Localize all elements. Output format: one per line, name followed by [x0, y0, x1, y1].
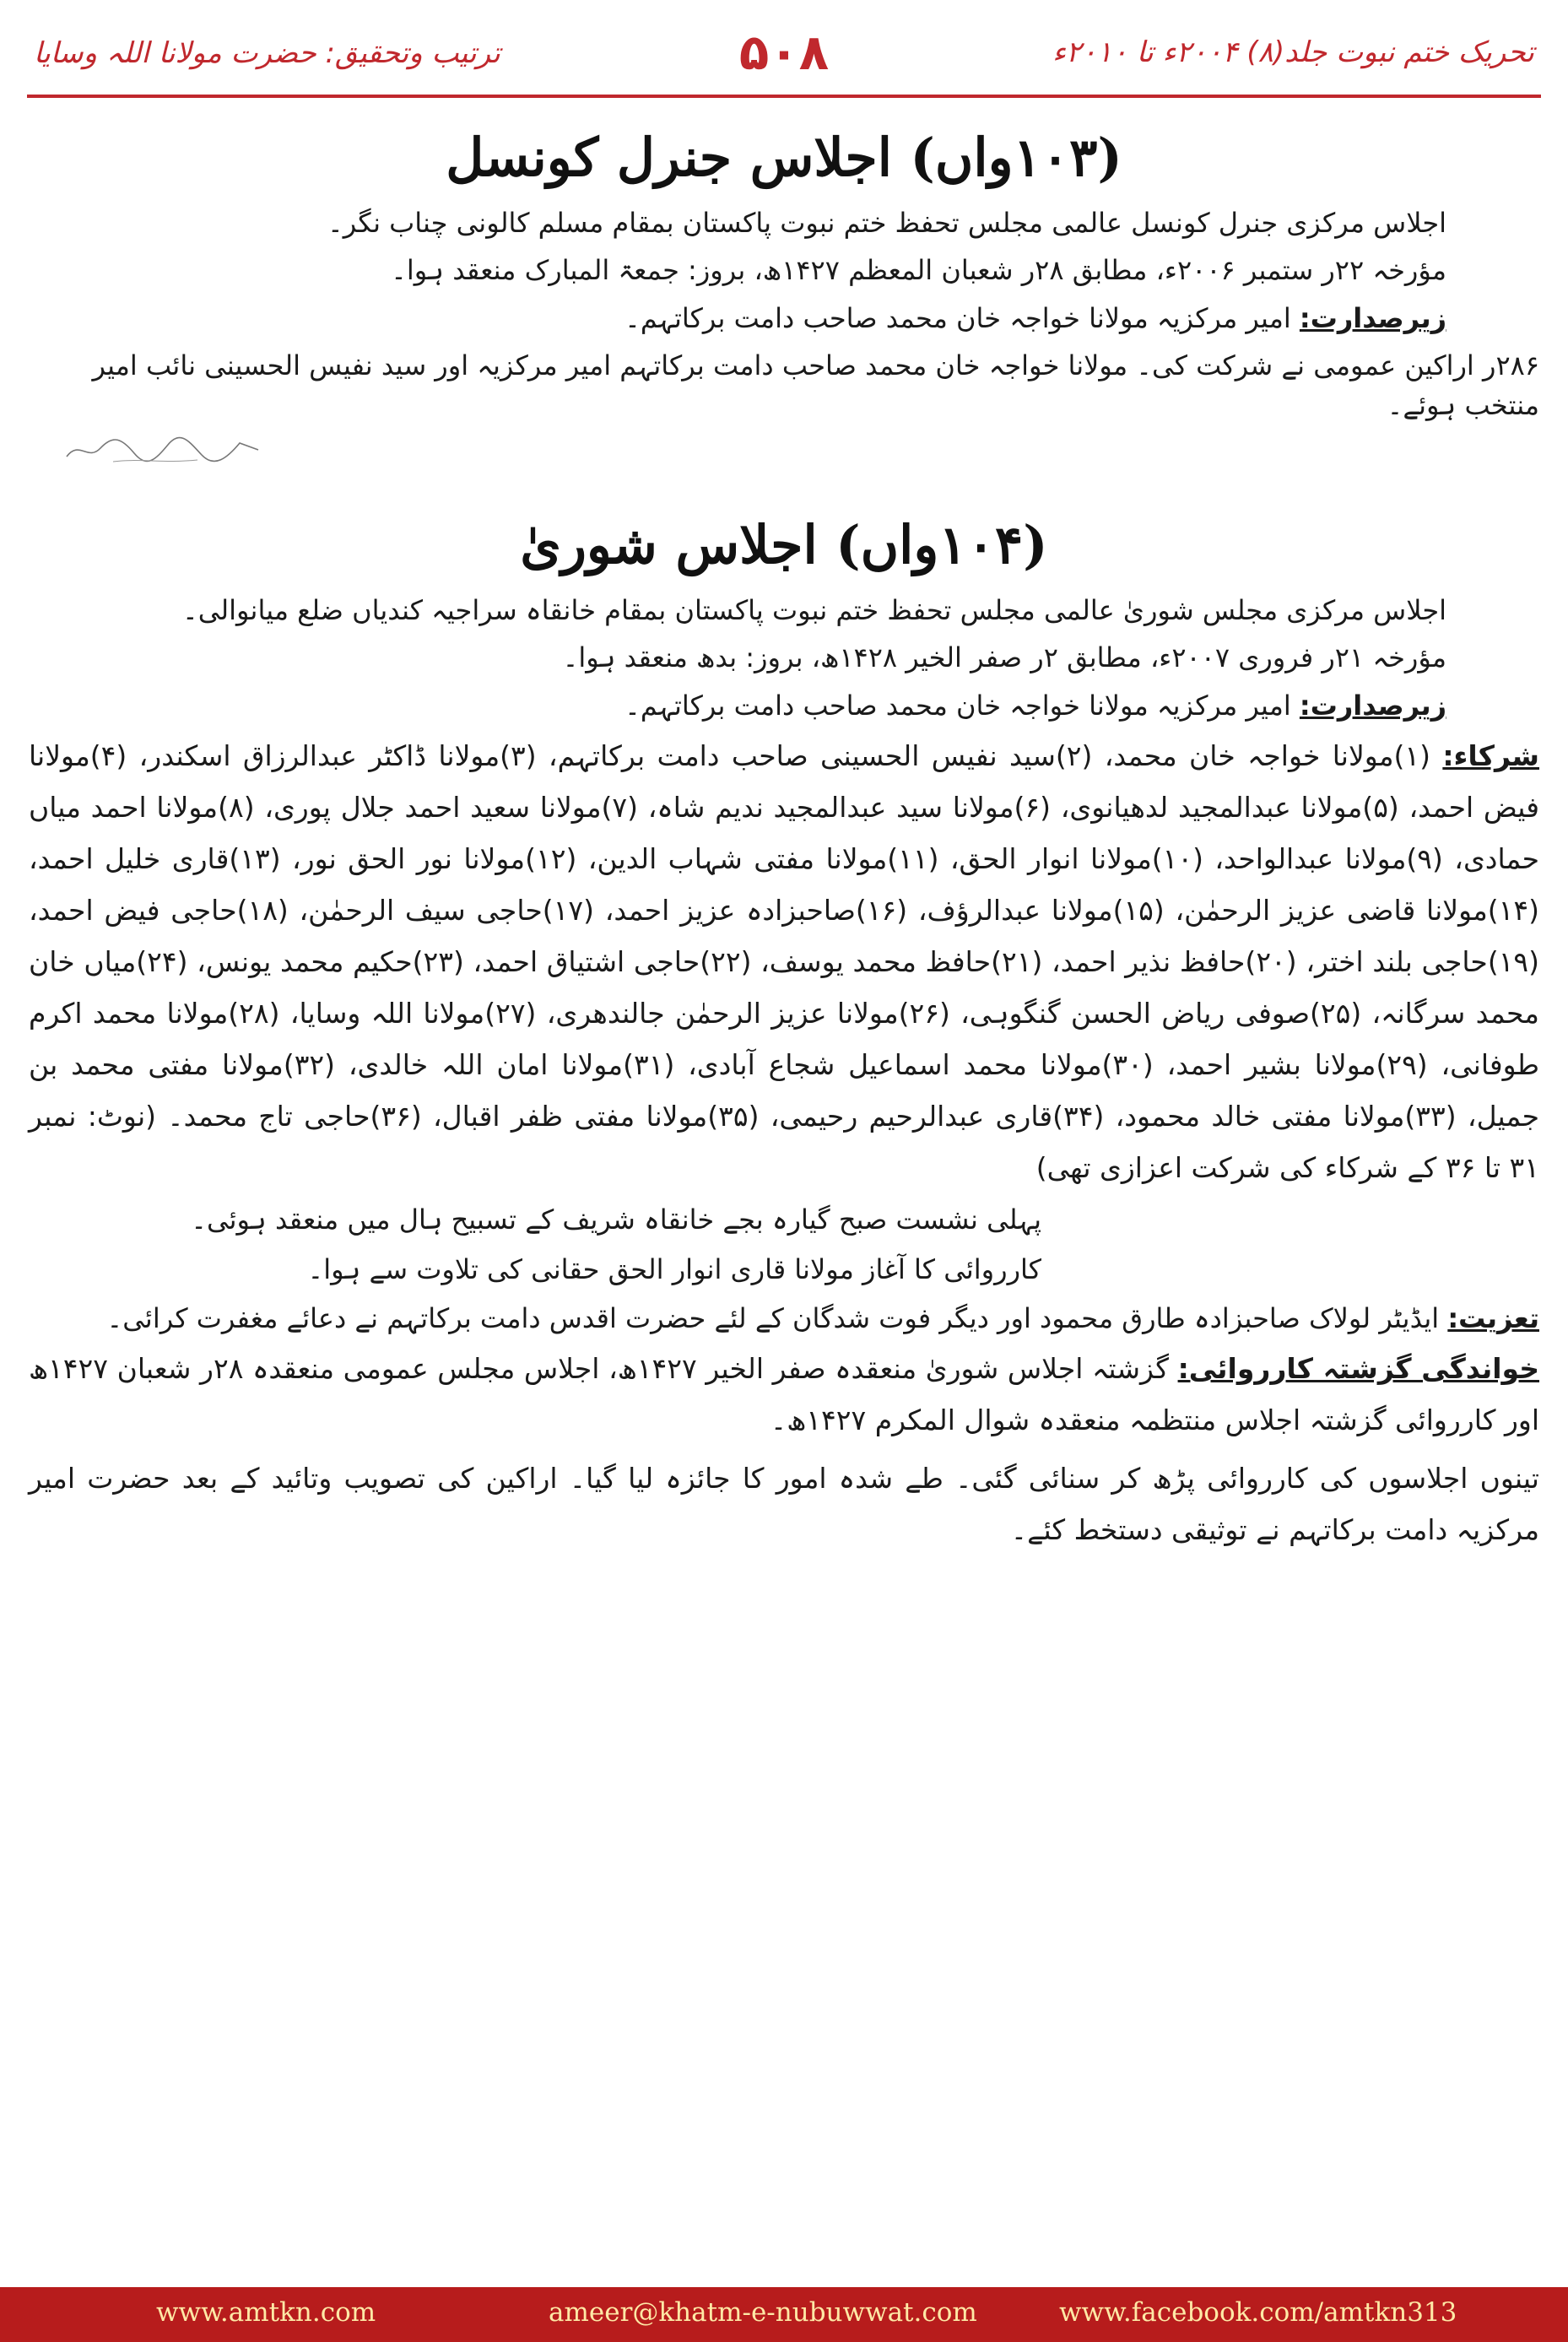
condolence	[29, 1299, 1539, 1338]
header-rule	[27, 95, 1541, 98]
section-title: (۱۰۴واں) اجلاس شوریٰ	[520, 513, 1048, 576]
page-body	[29, 127, 1539, 2237]
participants-label: شرکاء:	[1442, 739, 1539, 773]
handwritten-signature	[62, 433, 1539, 467]
footer-facebook-link[interactable]: www.facebook.com/amtkn313	[1059, 2297, 1457, 2328]
section-shura	[29, 514, 1539, 1555]
page-header	[34, 24, 1534, 91]
participants-text: (۱)مولانا خواجہ خان محمد، (۲)سید نفیس الحسینی صاحب دامت برکاتہم، (۳)مولانا ڈاکٹر عبدالرزاق اسکندر، (۴)مولانا فیض احمد، (۵)مولانا عبدالمجید لدھیانوی، (۶)مولانا سید عبدالمجید ندیم شاہ، (۷)مولانا سعید احمد جلال پوری، (۸)مولانا احمد میاں حمادی، (۹)مولانا عبدالواحد، (۱۰)مولانا انوار الحق، (۱۱)مولانا مفتی شہاب الدین، (۱۲)مولانا نور الحق نور، (۱۳)قاری خلیل احمد، (۱۴)مولانا قاضی عزیز الرحمٰن، (۱۵)مولانا عبدالرؤف، (۱۶)صاحبزادہ عزیز احمد، (۱۷)حاجی سیف الرحمٰن، (۱۸)حاجی فیض احمد، (۱۹)حاجی بلند اختر، (۲۰)حافظ نذیر احمد، (۲۱)حافظ محمد یوسف، (۲۲)حاجی اشتیاق احمد، (۲۳)حکیم محمد یونس، (۲۴)میاں خان محمد سرگانہ، (۲۵)صوفی ریاض الحسن گنگوہی، (۲۶)مولانا عزیز الرحمٰن جالندھری، (۲۷)مولانا اللہ وسایا، (۲۸)مولانا محمد اکرم طوفانی، (۲۹)مولانا بشیر احمد، (۳۰)مولانا محمد اسماعیل شجاع آبادی، (۳۱)مولانا امان اللہ خالدی، (۳۲)مولانا مفتی محمد بن جمیل، (۳۳)مولانا مفتی خالد محمود، (۳۴)قاری عبدالرحیم رحیمی، (۳۵)مولانا مفتی ظفر اقبال، (۳۶)حاجی تاج محمد۔ (نوٹ: نمبر ۳۱ تا ۳۶ کے شرکاء کی شرکت اعزازی تھی)	[29, 739, 1540, 1185]
attendance: ۲۸۶ر اراکین عمومی نے شرکت کی۔ مولانا خواجہ خان محمد صاحب دامت برکاتہم امیر مرکزیہ اور سید نفیس الحسینی نائب امیر منتخب ہوئے۔	[92, 349, 1539, 421]
closing-statement: تینوں اجلاسوں کی کارروائی پڑھ کر سنائی گئی۔ طے شدہ امور کا جائزہ لیا گیا۔ اراکین کی تصویب وتائید کے بعد حضرت امیر مرکزیہ دامت برکاتہم نے توثیقی دستخط کئے۔	[29, 1462, 1539, 1547]
presidency	[29, 299, 1539, 338]
signature-scribble-icon	[62, 433, 265, 467]
presidency-text: امیر مرکزیہ مولانا خواجہ خان محمد صاحب دامت برکاتہم۔	[624, 301, 1291, 334]
reading-previous-proceedings	[29, 1343, 1539, 1446]
presidency-text: امیر مرکزیہ مولانا خواجہ خان محمد صاحب دامت برکاتہم۔	[624, 689, 1291, 722]
meeting-venue: اجلاس مرکزی مجلس شوریٰ عالمی مجلس تحفظ ختم نبوت پاکستان بمقام خانقاہ سراجیہ کندیاں ضلع میانوالی۔	[181, 593, 1446, 626]
first-session: پہلی نشست صبح گیارہ بجے خانقاہ شریف کے تسبیح ہال میں منعقد ہوئی۔	[191, 1203, 1041, 1236]
book-title: تحریک ختم نبوت جلد(۸) ۲۰۰۴ء تا ۲۰۱۰ء	[1052, 35, 1534, 69]
presidency	[29, 686, 1539, 725]
footer-email-link[interactable]: ameer@khatm-e-nubuwwat.com	[549, 2297, 977, 2328]
footer-website-link[interactable]: www.amtkn.com	[156, 2297, 376, 2328]
reading-label: خواندگی گزشتہ کارروائی:	[1177, 1352, 1540, 1386]
meeting-date: مؤرخہ ۲۲ر ستمبر ۲۰۰۶ء، مطابق ۲۸ر شعبان المعظم ۱۴۲۷ھ، بروز: جمعۃ المبارک منعقد ہوا۔	[391, 254, 1446, 287]
proceedings-start: کارروائی کا آغاز مولانا قاری انوار الحق حقانی کی تلاوت سے ہوا۔	[307, 1252, 1041, 1285]
presidency-label: زیرصدارت:	[1299, 301, 1446, 334]
meeting-venue: اجلاس مرکزی جنرل کونسل عالمی مجلس تحفظ ختم نبوت پاکستان بمقام مسلم کالونی چناب نگر۔	[327, 207, 1446, 239]
presidency-label: زیرصدارت:	[1299, 689, 1446, 722]
condolence-label: تعزیت:	[1447, 1301, 1539, 1334]
page-number: ۵۰۸	[738, 24, 830, 81]
condolence-text: ایڈیٹر لولاک صاحبزادہ طارق محمود اور دیگر فوت شدگان کے لئے حضرت اقدس دامت برکاتہم نے دعائے مغفرت کرائی۔	[106, 1301, 1440, 1334]
participants-list	[29, 730, 1539, 1193]
meeting-date: مؤرخہ ۲۱ر فروری ۲۰۰۷ء، مطابق ۲ر صفر الخیر ۱۴۲۸ھ، بروز: بدھ منعقد ہوا۔	[562, 641, 1446, 674]
reading-text: گزشتہ اجلاس شوریٰ منعقدہ صفر الخیر ۱۴۲۷ھ، اجلاس مجلس عمومی منعقدہ ۲۸ر شعبان ۱۴۲۷ھ اور کارروائی گزشتہ اجلاس منتظمہ منعقدہ شوال المکرم ۱۴۲۷ھ۔	[29, 1352, 1539, 1437]
page-footer	[0, 2287, 1568, 2342]
section-general-council	[29, 127, 1539, 467]
section-title: (۱۰۳واں) اجلاس جنرل کونسل	[446, 127, 1122, 188]
compiler-credit: ترتیب وتحقیق: حضرت مولانا اللہ وسایا	[34, 36, 500, 70]
